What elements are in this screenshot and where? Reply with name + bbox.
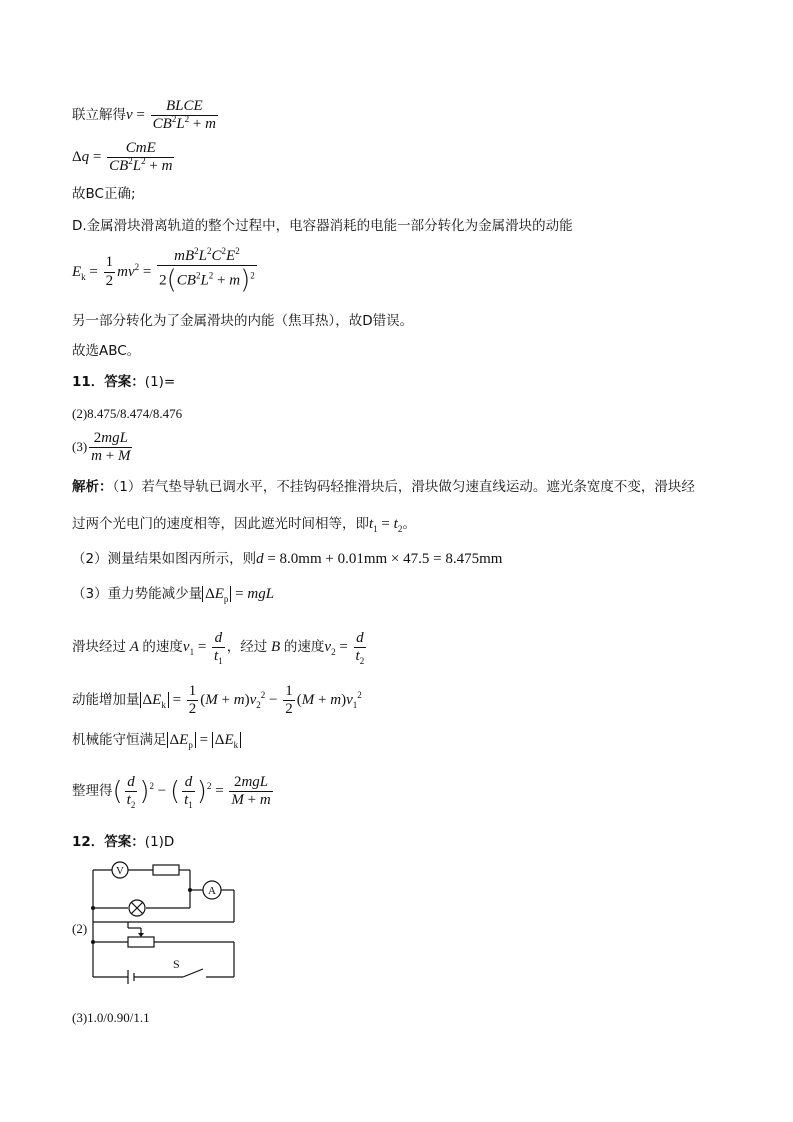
measurement-formula: d = 8.0mm + 0.01mm × 47.5 = 8.475mm [256, 551, 503, 567]
q11-answer-1: (1)= [144, 374, 176, 390]
q11-speed-line [72, 630, 368, 666]
q12-answer-3: (3)1.0/0.90/1.1 [72, 1010, 150, 1025]
ke-formula: $\Delta E_k$ = $\frac{1}{2}$ $(M + m)v_2^2$ − $\frac{1}{2}$ $(M + m)v_1^2$ [140, 692, 362, 708]
switch-label: S [173, 957, 180, 971]
speed-b-prefix: ，经过 [226, 639, 268, 656]
point-b: B [267, 639, 284, 656]
q11-analysis-line4 [72, 587, 274, 602]
velocity-formula: v = $\frac{\text{BLCE}}{CB^2L^2 + m}$ [126, 98, 216, 133]
q11-conservation-line [72, 733, 241, 748]
q12-answer-1: (1)D [144, 834, 175, 850]
speed-b-mid: 的速度 [283, 639, 325, 656]
point-a: A [126, 639, 143, 656]
conservation-formula: $\Delta E_p = \Delta E_k$ [167, 732, 242, 748]
option-d-wrong-line: 另一部分转化为了金属滑块的内能（焦耳热），故D错误。 [72, 313, 414, 329]
rheostat [128, 937, 154, 947]
q12-number: 12． [72, 834, 105, 850]
analysis-label: 解析： [72, 479, 113, 495]
node-dot [91, 940, 95, 944]
ke-prefix: 动能增加量 [72, 692, 140, 709]
node-dot [91, 906, 95, 910]
q11-analysis-line2: 过两个光电门的速度相等，因此遮光时间相等，即$t_1 = t_2$。 [72, 516, 416, 534]
final-prefix: 整理得 [72, 783, 113, 800]
circuit-diagram [88, 856, 240, 990]
voltmeter [112, 862, 128, 878]
q12-answer-2-prefix: (2) [72, 921, 88, 936]
q11-answer-3-prefix: (3) [72, 439, 88, 455]
lamp [129, 900, 145, 916]
speed-a-prefix: 滑块经过 [72, 639, 126, 656]
option-d-line: D.金属滑块滑离轨道的整个过程中，电容器消耗的电能一部分转化为金属滑块的动能 [72, 218, 573, 234]
speed-a-formula: $v_1$ = $\frac{d}{t_1}$ [182, 630, 223, 667]
bc-correct-line: 故BC正确; [72, 186, 136, 202]
node-dot [188, 888, 192, 892]
q11-analysis-line1 [72, 481, 695, 495]
solve-prefix: 联立解得 [72, 107, 126, 124]
q11-final-line [72, 774, 275, 810]
q11-answer-label: 答案： [104, 374, 145, 390]
analysis-text-2: 过两个光电门的速度相等，因此遮光时间相等，即 [72, 516, 369, 532]
potential-formula: $\Delta E_p$ = mgL [202, 586, 274, 602]
q11-analysis-line3 [72, 552, 502, 567]
q11-ke-line [72, 683, 362, 719]
cons-prefix: 机械能守恒满足 [72, 732, 167, 748]
q12-answer-line [72, 836, 174, 850]
time-equal-formula: $t_1 = t_2$ [369, 516, 403, 534]
q11-answer-line [72, 376, 175, 390]
choose-abc-line: 故选ABC。 [72, 343, 141, 359]
kinetic-energy-formula-line [72, 248, 259, 296]
speed-b-formula: $v_2$ = $\frac{d}{t_2}$ [324, 630, 365, 667]
top-resistor [153, 865, 179, 875]
q12-answer-label: 答案： [104, 834, 145, 850]
voltmeter-label: V [116, 865, 124, 877]
q11-answer-3-formula: $\frac{\text{2mgL}}{m + M}$ [91, 430, 131, 465]
potential-prefix: （3）重力势能减少量 [72, 586, 203, 602]
solve-velocity-line [72, 98, 220, 134]
q11-answer-3-line [72, 430, 134, 466]
ammeter [203, 881, 221, 899]
q11-number: 11． [72, 374, 105, 390]
measurement-prefix: （2）测量结果如图丙所示，则 [72, 551, 257, 567]
ammeter-label: A [208, 885, 216, 897]
kinetic-energy-formula: $E_k$ = $\frac{1}{2}$ $mv^2$ = $\frac{mB^2L^2C^2E^2}{2(CB^2L^2 + m)^2}$ [72, 246, 255, 296]
analysis-text-1: （1）若气垫导轨已调水平，不挂钩码轻推滑块后，滑块做匀速直线运动。遮光条宽度不变，滑块经 [112, 479, 695, 495]
final-formula: ( $\frac{d}{t_2}$ )$^2$ − ( $\frac{d}{t_1}$ )$^2$ = $\frac{\text{2mgL}}{M + m}$ [112, 774, 271, 811]
charge-formula-line [72, 140, 176, 176]
speed-a-mid: 的速度 [142, 639, 183, 656]
charge-formula: Δq = $\frac{\text{CmE}}{CB^2L^2 + m}$ [72, 140, 173, 175]
q11-answer-2: (2)8.475/8.474/8.476 [72, 406, 183, 421]
